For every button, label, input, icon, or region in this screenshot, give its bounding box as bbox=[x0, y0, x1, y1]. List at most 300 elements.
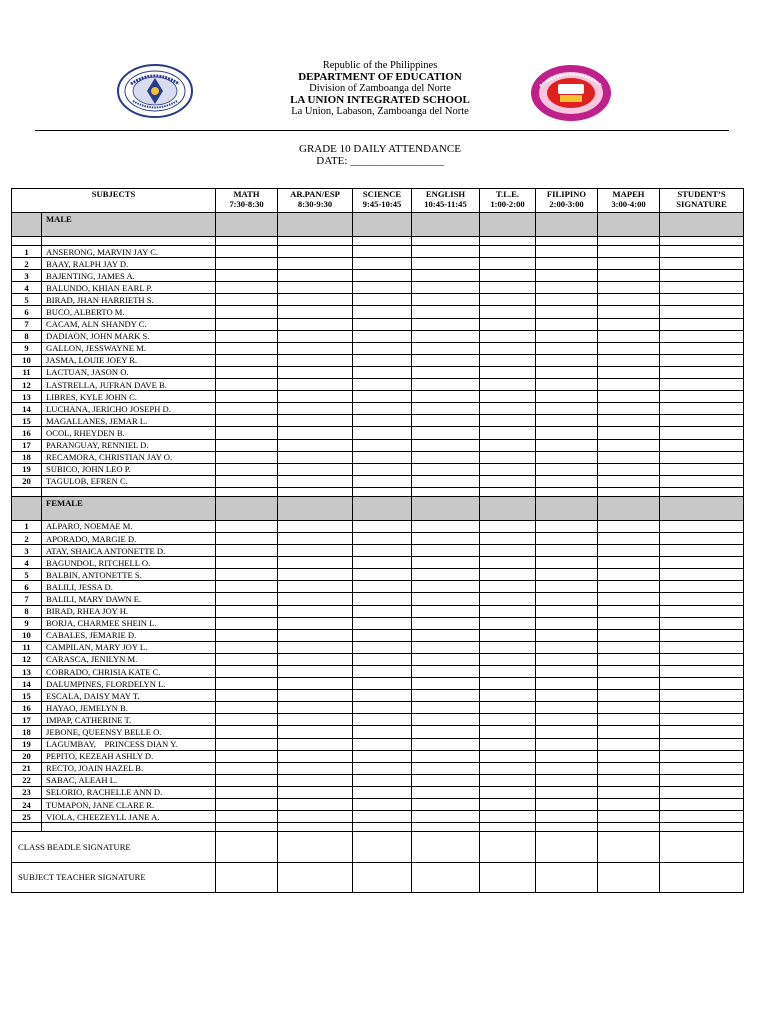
attendance-cell[interactable] bbox=[353, 641, 412, 653]
attendance-cell[interactable] bbox=[598, 641, 660, 653]
attendance-cell[interactable] bbox=[480, 738, 536, 750]
attendance-cell[interactable] bbox=[480, 306, 536, 318]
attendance-cell[interactable] bbox=[536, 605, 598, 617]
attendance-cell[interactable] bbox=[353, 330, 412, 342]
attendance-cell[interactable] bbox=[278, 294, 353, 306]
attendance-cell[interactable] bbox=[660, 379, 744, 391]
attendance-cell[interactable] bbox=[353, 366, 412, 378]
attendance-cell[interactable] bbox=[598, 714, 660, 726]
attendance-cell[interactable] bbox=[278, 581, 353, 593]
attendance-cell[interactable] bbox=[660, 415, 744, 427]
attendance-cell[interactable] bbox=[412, 653, 480, 665]
attendance-cell[interactable] bbox=[353, 690, 412, 702]
attendance-cell[interactable] bbox=[353, 726, 412, 738]
attendance-cell[interactable] bbox=[480, 282, 536, 294]
attendance-cell[interactable] bbox=[536, 439, 598, 451]
attendance-cell[interactable] bbox=[216, 811, 278, 823]
attendance-cell[interactable] bbox=[536, 306, 598, 318]
attendance-cell[interactable] bbox=[353, 379, 412, 391]
attendance-cell[interactable] bbox=[412, 569, 480, 581]
attendance-cell[interactable] bbox=[216, 391, 278, 403]
attendance-cell[interactable] bbox=[598, 593, 660, 605]
attendance-cell[interactable] bbox=[480, 629, 536, 641]
attendance-cell[interactable] bbox=[598, 403, 660, 415]
attendance-cell[interactable] bbox=[216, 463, 278, 475]
attendance-cell[interactable] bbox=[660, 246, 744, 258]
attendance-cell[interactable] bbox=[536, 258, 598, 270]
attendance-cell[interactable] bbox=[660, 774, 744, 786]
attendance-cell[interactable] bbox=[216, 520, 278, 532]
attendance-cell[interactable] bbox=[660, 629, 744, 641]
attendance-cell[interactable] bbox=[598, 306, 660, 318]
attendance-cell[interactable] bbox=[353, 294, 412, 306]
attendance-cell[interactable] bbox=[536, 799, 598, 811]
attendance-cell[interactable] bbox=[412, 581, 480, 593]
attendance-cell[interactable] bbox=[536, 678, 598, 690]
attendance-cell[interactable] bbox=[412, 641, 480, 653]
attendance-cell[interactable] bbox=[412, 391, 480, 403]
attendance-cell[interactable] bbox=[216, 799, 278, 811]
attendance-cell[interactable] bbox=[278, 246, 353, 258]
attendance-cell[interactable] bbox=[353, 774, 412, 786]
attendance-cell[interactable] bbox=[598, 666, 660, 678]
attendance-cell[interactable] bbox=[216, 282, 278, 294]
attendance-cell[interactable] bbox=[536, 653, 598, 665]
attendance-cell[interactable] bbox=[412, 258, 480, 270]
attendance-cell[interactable] bbox=[660, 342, 744, 354]
attendance-cell[interactable] bbox=[216, 366, 278, 378]
attendance-cell[interactable] bbox=[598, 557, 660, 569]
attendance-cell[interactable] bbox=[660, 366, 744, 378]
attendance-cell[interactable] bbox=[660, 475, 744, 487]
attendance-cell[interactable] bbox=[660, 666, 744, 678]
attendance-cell[interactable] bbox=[353, 762, 412, 774]
attendance-cell[interactable] bbox=[660, 786, 744, 798]
attendance-cell[interactable] bbox=[536, 318, 598, 330]
attendance-cell[interactable] bbox=[353, 403, 412, 415]
attendance-cell[interactable] bbox=[278, 415, 353, 427]
attendance-cell[interactable] bbox=[598, 762, 660, 774]
attendance-cell[interactable] bbox=[353, 557, 412, 569]
attendance-cell[interactable] bbox=[353, 581, 412, 593]
attendance-cell[interactable] bbox=[536, 294, 598, 306]
attendance-cell[interactable] bbox=[278, 475, 353, 487]
attendance-cell[interactable] bbox=[412, 294, 480, 306]
attendance-cell[interactable] bbox=[536, 379, 598, 391]
attendance-cell[interactable] bbox=[480, 318, 536, 330]
attendance-cell[interactable] bbox=[216, 702, 278, 714]
attendance-cell[interactable] bbox=[480, 270, 536, 282]
attendance-cell[interactable] bbox=[412, 666, 480, 678]
attendance-cell[interactable] bbox=[660, 750, 744, 762]
attendance-cell[interactable] bbox=[278, 330, 353, 342]
attendance-cell[interactable] bbox=[353, 306, 412, 318]
attendance-cell[interactable] bbox=[216, 593, 278, 605]
attendance-cell[interactable] bbox=[598, 270, 660, 282]
attendance-cell[interactable] bbox=[412, 270, 480, 282]
attendance-cell[interactable] bbox=[412, 282, 480, 294]
attendance-cell[interactable] bbox=[216, 774, 278, 786]
attendance-cell[interactable] bbox=[480, 403, 536, 415]
attendance-cell[interactable] bbox=[480, 439, 536, 451]
attendance-cell[interactable] bbox=[660, 330, 744, 342]
attendance-cell[interactable] bbox=[598, 415, 660, 427]
attendance-cell[interactable] bbox=[536, 786, 598, 798]
attendance-cell[interactable] bbox=[598, 532, 660, 544]
attendance-cell[interactable] bbox=[353, 617, 412, 629]
attendance-cell[interactable] bbox=[536, 246, 598, 258]
attendance-cell[interactable] bbox=[480, 391, 536, 403]
attendance-cell[interactable] bbox=[536, 415, 598, 427]
attendance-cell[interactable] bbox=[278, 617, 353, 629]
attendance-cell[interactable] bbox=[660, 282, 744, 294]
attendance-cell[interactable] bbox=[598, 811, 660, 823]
attendance-cell[interactable] bbox=[480, 557, 536, 569]
attendance-cell[interactable] bbox=[598, 520, 660, 532]
attendance-cell[interactable] bbox=[353, 451, 412, 463]
attendance-cell[interactable] bbox=[660, 545, 744, 557]
attendance-cell[interactable] bbox=[536, 403, 598, 415]
attendance-cell[interactable] bbox=[216, 342, 278, 354]
attendance-cell[interactable] bbox=[412, 714, 480, 726]
attendance-cell[interactable] bbox=[412, 354, 480, 366]
attendance-cell[interactable] bbox=[480, 451, 536, 463]
attendance-cell[interactable] bbox=[353, 714, 412, 726]
attendance-cell[interactable] bbox=[216, 294, 278, 306]
attendance-cell[interactable] bbox=[278, 653, 353, 665]
attendance-cell[interactable] bbox=[216, 475, 278, 487]
attendance-cell[interactable] bbox=[278, 750, 353, 762]
attendance-cell[interactable] bbox=[353, 520, 412, 532]
attendance-cell[interactable] bbox=[216, 617, 278, 629]
attendance-cell[interactable] bbox=[598, 750, 660, 762]
attendance-cell[interactable] bbox=[412, 532, 480, 544]
attendance-cell[interactable] bbox=[412, 246, 480, 258]
attendance-cell[interactable] bbox=[412, 799, 480, 811]
attendance-cell[interactable] bbox=[216, 427, 278, 439]
attendance-cell[interactable] bbox=[353, 653, 412, 665]
attendance-cell[interactable] bbox=[536, 475, 598, 487]
attendance-cell[interactable] bbox=[536, 366, 598, 378]
attendance-cell[interactable] bbox=[216, 714, 278, 726]
attendance-cell[interactable] bbox=[660, 294, 744, 306]
attendance-cell[interactable] bbox=[278, 379, 353, 391]
attendance-cell[interactable] bbox=[412, 762, 480, 774]
attendance-cell[interactable] bbox=[480, 532, 536, 544]
attendance-cell[interactable] bbox=[353, 750, 412, 762]
attendance-cell[interactable] bbox=[278, 629, 353, 641]
attendance-cell[interactable] bbox=[278, 762, 353, 774]
attendance-cell[interactable] bbox=[660, 258, 744, 270]
attendance-cell[interactable] bbox=[216, 318, 278, 330]
attendance-cell[interactable] bbox=[216, 557, 278, 569]
attendance-cell[interactable] bbox=[278, 786, 353, 798]
attendance-cell[interactable] bbox=[412, 520, 480, 532]
attendance-cell[interactable] bbox=[278, 258, 353, 270]
attendance-cell[interactable] bbox=[412, 318, 480, 330]
signature-cell[interactable] bbox=[536, 862, 598, 893]
attendance-cell[interactable] bbox=[216, 750, 278, 762]
attendance-cell[interactable] bbox=[353, 786, 412, 798]
attendance-cell[interactable] bbox=[278, 666, 353, 678]
attendance-cell[interactable] bbox=[480, 702, 536, 714]
attendance-cell[interactable] bbox=[412, 403, 480, 415]
attendance-cell[interactable] bbox=[660, 678, 744, 690]
attendance-cell[interactable] bbox=[353, 475, 412, 487]
attendance-cell[interactable] bbox=[480, 641, 536, 653]
attendance-cell[interactable] bbox=[536, 463, 598, 475]
attendance-cell[interactable] bbox=[536, 451, 598, 463]
attendance-cell[interactable] bbox=[412, 702, 480, 714]
attendance-cell[interactable] bbox=[412, 427, 480, 439]
attendance-cell[interactable] bbox=[278, 593, 353, 605]
attendance-cell[interactable] bbox=[480, 330, 536, 342]
attendance-cell[interactable] bbox=[480, 520, 536, 532]
attendance-cell[interactable] bbox=[536, 354, 598, 366]
attendance-cell[interactable] bbox=[216, 786, 278, 798]
attendance-cell[interactable] bbox=[278, 439, 353, 451]
attendance-cell[interactable] bbox=[412, 545, 480, 557]
attendance-cell[interactable] bbox=[598, 463, 660, 475]
attendance-cell[interactable] bbox=[598, 629, 660, 641]
attendance-cell[interactable] bbox=[480, 475, 536, 487]
attendance-cell[interactable] bbox=[412, 593, 480, 605]
attendance-cell[interactable] bbox=[216, 379, 278, 391]
attendance-cell[interactable] bbox=[660, 726, 744, 738]
attendance-cell[interactable] bbox=[412, 605, 480, 617]
attendance-cell[interactable] bbox=[278, 690, 353, 702]
attendance-cell[interactable] bbox=[536, 557, 598, 569]
attendance-cell[interactable] bbox=[660, 605, 744, 617]
attendance-cell[interactable] bbox=[660, 318, 744, 330]
attendance-cell[interactable] bbox=[278, 342, 353, 354]
signature-cell[interactable] bbox=[480, 832, 536, 863]
attendance-cell[interactable] bbox=[353, 258, 412, 270]
attendance-cell[interactable] bbox=[216, 246, 278, 258]
attendance-cell[interactable] bbox=[480, 617, 536, 629]
attendance-cell[interactable] bbox=[278, 427, 353, 439]
attendance-cell[interactable] bbox=[536, 702, 598, 714]
attendance-cell[interactable] bbox=[480, 366, 536, 378]
attendance-cell[interactable] bbox=[536, 774, 598, 786]
attendance-cell[interactable] bbox=[536, 726, 598, 738]
attendance-cell[interactable] bbox=[536, 762, 598, 774]
signature-cell[interactable] bbox=[598, 832, 660, 863]
attendance-cell[interactable] bbox=[598, 391, 660, 403]
attendance-cell[interactable] bbox=[598, 282, 660, 294]
attendance-cell[interactable] bbox=[278, 702, 353, 714]
signature-cell[interactable] bbox=[598, 862, 660, 893]
attendance-cell[interactable] bbox=[536, 581, 598, 593]
attendance-cell[interactable] bbox=[660, 532, 744, 544]
attendance-cell[interactable] bbox=[278, 678, 353, 690]
attendance-cell[interactable] bbox=[353, 427, 412, 439]
attendance-cell[interactable] bbox=[353, 593, 412, 605]
attendance-cell[interactable] bbox=[216, 403, 278, 415]
attendance-cell[interactable] bbox=[536, 811, 598, 823]
attendance-cell[interactable] bbox=[278, 774, 353, 786]
attendance-cell[interactable] bbox=[353, 354, 412, 366]
attendance-cell[interactable] bbox=[660, 463, 744, 475]
attendance-cell[interactable] bbox=[598, 678, 660, 690]
attendance-cell[interactable] bbox=[412, 342, 480, 354]
attendance-cell[interactable] bbox=[278, 354, 353, 366]
attendance-cell[interactable] bbox=[412, 811, 480, 823]
attendance-cell[interactable] bbox=[278, 569, 353, 581]
signature-cell[interactable] bbox=[412, 832, 480, 863]
attendance-cell[interactable] bbox=[480, 246, 536, 258]
attendance-cell[interactable] bbox=[278, 463, 353, 475]
attendance-cell[interactable] bbox=[660, 714, 744, 726]
attendance-cell[interactable] bbox=[660, 354, 744, 366]
attendance-cell[interactable] bbox=[412, 557, 480, 569]
attendance-cell[interactable] bbox=[660, 569, 744, 581]
attendance-cell[interactable] bbox=[216, 641, 278, 653]
attendance-cell[interactable] bbox=[536, 330, 598, 342]
attendance-cell[interactable] bbox=[278, 545, 353, 557]
attendance-cell[interactable] bbox=[480, 750, 536, 762]
attendance-cell[interactable] bbox=[216, 726, 278, 738]
attendance-cell[interactable] bbox=[480, 774, 536, 786]
attendance-cell[interactable] bbox=[216, 258, 278, 270]
attendance-cell[interactable] bbox=[412, 629, 480, 641]
attendance-cell[interactable] bbox=[536, 666, 598, 678]
attendance-cell[interactable] bbox=[660, 690, 744, 702]
signature-cell[interactable] bbox=[278, 832, 353, 863]
attendance-cell[interactable] bbox=[353, 702, 412, 714]
attendance-cell[interactable] bbox=[216, 270, 278, 282]
attendance-cell[interactable] bbox=[216, 306, 278, 318]
attendance-cell[interactable] bbox=[480, 762, 536, 774]
signature-cell[interactable] bbox=[412, 862, 480, 893]
attendance-cell[interactable] bbox=[536, 593, 598, 605]
attendance-cell[interactable] bbox=[216, 762, 278, 774]
attendance-cell[interactable] bbox=[278, 557, 353, 569]
attendance-cell[interactable] bbox=[216, 532, 278, 544]
attendance-cell[interactable] bbox=[412, 379, 480, 391]
attendance-cell[interactable] bbox=[353, 738, 412, 750]
attendance-cell[interactable] bbox=[598, 354, 660, 366]
attendance-cell[interactable] bbox=[412, 690, 480, 702]
attendance-cell[interactable] bbox=[278, 605, 353, 617]
attendance-cell[interactable] bbox=[598, 774, 660, 786]
attendance-cell[interactable] bbox=[480, 678, 536, 690]
attendance-cell[interactable] bbox=[598, 786, 660, 798]
attendance-cell[interactable] bbox=[660, 762, 744, 774]
attendance-cell[interactable] bbox=[598, 366, 660, 378]
attendance-cell[interactable] bbox=[660, 451, 744, 463]
attendance-cell[interactable] bbox=[598, 605, 660, 617]
attendance-cell[interactable] bbox=[216, 354, 278, 366]
attendance-cell[interactable] bbox=[480, 415, 536, 427]
attendance-cell[interactable] bbox=[412, 738, 480, 750]
signature-cell[interactable] bbox=[216, 862, 278, 893]
attendance-cell[interactable] bbox=[412, 439, 480, 451]
attendance-cell[interactable] bbox=[216, 678, 278, 690]
attendance-cell[interactable] bbox=[660, 799, 744, 811]
attendance-cell[interactable] bbox=[278, 306, 353, 318]
attendance-cell[interactable] bbox=[353, 246, 412, 258]
attendance-cell[interactable] bbox=[278, 270, 353, 282]
attendance-cell[interactable] bbox=[480, 354, 536, 366]
attendance-cell[interactable] bbox=[216, 439, 278, 451]
attendance-cell[interactable] bbox=[216, 666, 278, 678]
attendance-cell[interactable] bbox=[598, 342, 660, 354]
attendance-cell[interactable] bbox=[412, 366, 480, 378]
attendance-cell[interactable] bbox=[598, 258, 660, 270]
attendance-cell[interactable] bbox=[660, 520, 744, 532]
attendance-cell[interactable] bbox=[412, 678, 480, 690]
attendance-cell[interactable] bbox=[536, 569, 598, 581]
attendance-cell[interactable] bbox=[412, 306, 480, 318]
attendance-cell[interactable] bbox=[598, 246, 660, 258]
attendance-cell[interactable] bbox=[278, 714, 353, 726]
attendance-cell[interactable] bbox=[598, 451, 660, 463]
attendance-cell[interactable] bbox=[598, 617, 660, 629]
attendance-cell[interactable] bbox=[278, 799, 353, 811]
attendance-cell[interactable] bbox=[278, 403, 353, 415]
signature-cell[interactable] bbox=[353, 832, 412, 863]
attendance-cell[interactable] bbox=[412, 475, 480, 487]
attendance-cell[interactable] bbox=[412, 786, 480, 798]
attendance-cell[interactable] bbox=[412, 463, 480, 475]
attendance-cell[interactable] bbox=[353, 415, 412, 427]
attendance-cell[interactable] bbox=[598, 653, 660, 665]
attendance-cell[interactable] bbox=[660, 270, 744, 282]
attendance-cell[interactable] bbox=[598, 294, 660, 306]
attendance-cell[interactable] bbox=[536, 532, 598, 544]
attendance-cell[interactable] bbox=[480, 258, 536, 270]
attendance-cell[interactable] bbox=[660, 403, 744, 415]
attendance-cell[interactable] bbox=[278, 738, 353, 750]
attendance-cell[interactable] bbox=[660, 391, 744, 403]
attendance-cell[interactable] bbox=[216, 605, 278, 617]
attendance-cell[interactable] bbox=[353, 799, 412, 811]
signature-cell[interactable] bbox=[660, 862, 744, 893]
signature-cell[interactable] bbox=[353, 862, 412, 893]
attendance-cell[interactable] bbox=[353, 629, 412, 641]
signature-cell[interactable] bbox=[480, 862, 536, 893]
attendance-cell[interactable] bbox=[480, 605, 536, 617]
attendance-cell[interactable] bbox=[536, 738, 598, 750]
attendance-cell[interactable] bbox=[412, 774, 480, 786]
attendance-cell[interactable] bbox=[536, 342, 598, 354]
attendance-cell[interactable] bbox=[480, 666, 536, 678]
attendance-cell[interactable] bbox=[660, 439, 744, 451]
attendance-cell[interactable] bbox=[598, 379, 660, 391]
attendance-cell[interactable] bbox=[536, 282, 598, 294]
attendance-cell[interactable] bbox=[536, 427, 598, 439]
attendance-cell[interactable] bbox=[216, 629, 278, 641]
attendance-cell[interactable] bbox=[353, 282, 412, 294]
attendance-cell[interactable] bbox=[278, 532, 353, 544]
attendance-cell[interactable] bbox=[536, 629, 598, 641]
attendance-cell[interactable] bbox=[480, 294, 536, 306]
attendance-cell[interactable] bbox=[598, 318, 660, 330]
attendance-cell[interactable] bbox=[216, 330, 278, 342]
attendance-cell[interactable] bbox=[480, 581, 536, 593]
attendance-cell[interactable] bbox=[278, 726, 353, 738]
signature-cell[interactable] bbox=[216, 832, 278, 863]
attendance-cell[interactable] bbox=[536, 391, 598, 403]
attendance-cell[interactable] bbox=[278, 282, 353, 294]
attendance-cell[interactable] bbox=[480, 545, 536, 557]
attendance-cell[interactable] bbox=[480, 342, 536, 354]
attendance-cell[interactable] bbox=[598, 475, 660, 487]
signature-cell[interactable] bbox=[278, 862, 353, 893]
attendance-cell[interactable] bbox=[598, 690, 660, 702]
attendance-cell[interactable] bbox=[480, 427, 536, 439]
